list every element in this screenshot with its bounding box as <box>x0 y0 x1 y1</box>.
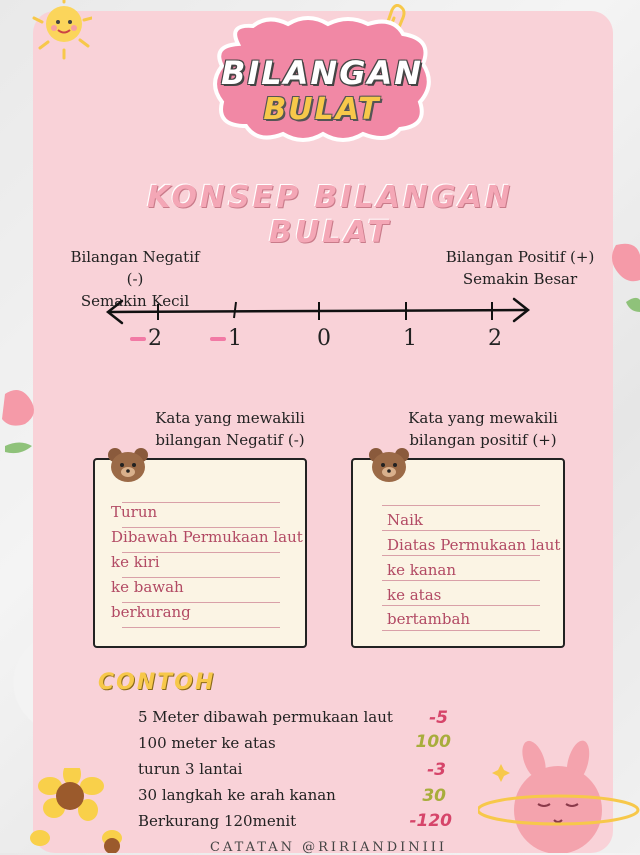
list-item: ke bawah <box>111 578 184 596</box>
example-value: 100 <box>415 732 451 752</box>
positive-words-heading <box>398 407 568 451</box>
example-text: 100 meter ke atas <box>138 734 276 752</box>
example-value: 30 <box>422 786 446 806</box>
positive-label-line-1: Bilangan Positif (+) <box>445 248 595 266</box>
list-item: Dibawah Permukaan laut <box>111 528 303 546</box>
list-item: Diatas Permukaan laut <box>387 536 561 554</box>
negative-label-line-1: Bilangan Negatif (-) <box>70 248 200 288</box>
tick-label-neg-2: 2 <box>130 326 162 351</box>
list-item: ke kanan <box>387 561 457 579</box>
example-value: -120 <box>409 811 452 831</box>
example-text: turun 3 lantai <box>138 760 243 778</box>
list-item: Turun <box>111 503 158 521</box>
bear-icon <box>106 446 150 484</box>
positive-direction-label <box>440 246 600 290</box>
example-value: -5 <box>429 708 448 728</box>
negative-label-line-2: Semakin Kecil <box>80 292 190 310</box>
minus-sign <box>130 337 146 341</box>
tick-label-2: 2 <box>488 326 502 351</box>
title-line-1: BILANGAN <box>220 54 424 92</box>
flower-icon <box>0 384 40 464</box>
tick-label-1: 1 <box>403 326 417 351</box>
list-item: ke kiri <box>111 553 160 571</box>
example-text: Berkurang 120menit <box>138 812 297 830</box>
tick-label-neg-1: 1 <box>210 326 242 351</box>
bear-icon <box>367 446 411 484</box>
list-item: berkurang <box>111 603 191 621</box>
list-item: bertambah <box>387 610 471 628</box>
contoh-heading: CONTOH <box>98 670 216 695</box>
negative-heading-line-1: Kata yang mewakili <box>155 409 305 427</box>
tick-label-0: 0 <box>317 326 331 351</box>
minus-sign <box>210 337 226 341</box>
example-text: 5 Meter dibawah permukaan laut <box>138 708 393 726</box>
sun-icon <box>12 0 92 60</box>
list-item: Naik <box>387 511 423 529</box>
bunny-planet-icon <box>478 740 640 853</box>
title-line-2: BULAT <box>263 92 381 127</box>
negative-words-heading <box>140 407 320 451</box>
negative-heading-line-2: bilangan Negatif (-) <box>155 431 305 449</box>
positive-label-line-2: Semakin Besar <box>462 270 578 288</box>
example-value: -3 <box>427 760 446 780</box>
example-text: 30 langkah ke arah kanan <box>138 786 336 804</box>
list-item: ke atas <box>387 586 442 604</box>
positive-heading-line-2: bilangan positif (+) <box>409 431 557 449</box>
flower-icon <box>606 240 640 320</box>
footer-credit: CATATAN @RIRIANDINIII <box>210 840 448 855</box>
positive-heading-line-1: Kata yang mewakili <box>408 409 558 427</box>
section-title: KONSEP BILANGAN BULAT <box>147 180 513 250</box>
sunflower-icon <box>30 768 130 853</box>
